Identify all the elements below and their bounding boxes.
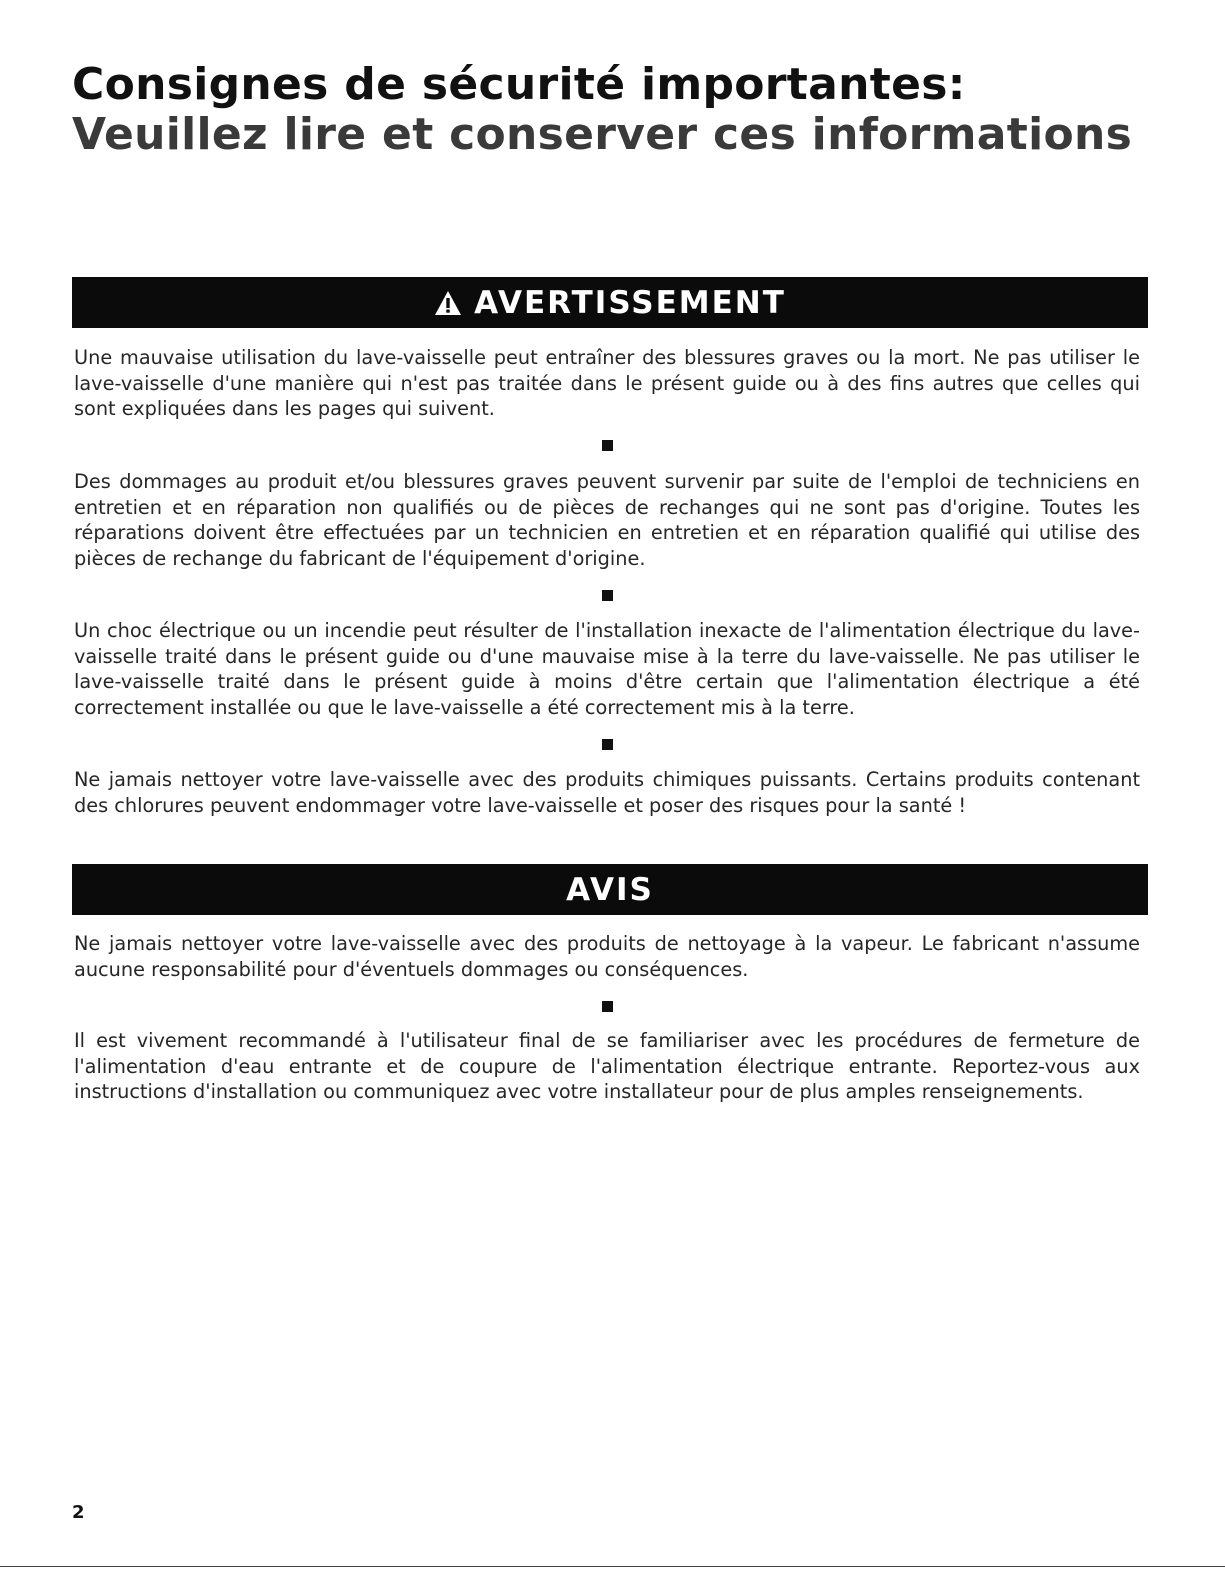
notice-paragraph-1: Ne jamais nettoyer votre lave-vaisselle avec des produits de nettoyage à la vapeur. Le fabricant n'assume aucune responsabilité pour d'éventuels dommages ou conséquences.: [74, 932, 1140, 981]
page-title-strong: Consignes de sécurité importantes:: [72, 59, 966, 110]
bottom-rule: [0, 1566, 1225, 1567]
warning-banner: [72, 277, 1148, 328]
square-bullet-icon: [602, 1001, 613, 1012]
warning-banner-label: AVERTISSEMENT: [474, 284, 786, 321]
notice-banner-label: AVIS: [566, 871, 654, 908]
page-number: 2: [72, 1502, 85, 1523]
warning-paragraph-1: Une mauvaise utilisation du lave-vaisselle peut entraîner des blessures graves ou la mort. Ne pas utiliser le lave-vaisselle d'une manière qui n'est pas traitée dans le présent guide ou à des fins autres que celles qui sont expliquées dans les pages qui suivent.: [74, 346, 1140, 421]
warning-paragraph-2: Des dommages au produit et/ou blessures graves peuvent survenir par suite de l'emploi de techniciens en entretien et en réparation non qualifiés ou de pièces de rechanges qui ne sont pas d'origine. Toutes les réparations doivent être effectuées par un technicien en entretien et en réparation qualifié qui utilise des pièces de rechange du fabricant de l'équipement d'origine.: [74, 470, 1140, 570]
warning-paragraph-4: Ne jamais nettoyer votre lave-vaisselle avec des produits chimiques puissants. Certains produits contenant des chlorures peuvent endommager votre lave-vaisselle et poser des risques pour la santé !: [74, 768, 1140, 817]
square-bullet-icon: [602, 739, 613, 750]
warning-paragraph-3: Un choc électrique ou un incendie peut résulter de l'installation inexacte de l'alimentation électrique du lave-vaisselle traité dans le présent guide ou d'une mauvaise mise à la terre du lave-vaisselle. Ne pas utiliser le lave-vaisselle traité dans le présent guide à moins d'être certain que l'alimentation électrique a été correctement installée ou que le lave-vaisselle a été correctement mis à la terre.: [74, 619, 1140, 719]
warning-triangle-icon: [434, 289, 462, 317]
square-bullet-icon: [602, 590, 613, 601]
notice-paragraph-2: Il est vivement recommandé à l'utilisateur final de se familiariser avec les procédures de fermeture de l'alimentation d'eau entrante et de coupure de l'alimentation électrique entrante. Reportez-vous aux instructions d'installation ou communiquez avec votre installateur pour de plus amples renseignements.: [74, 1029, 1140, 1104]
notice-banner: [72, 864, 1148, 915]
square-bullet-icon: [602, 440, 613, 451]
page-title-light: Veuillez lire et conserver ces informations: [72, 109, 1133, 160]
page-title: [72, 60, 1152, 160]
